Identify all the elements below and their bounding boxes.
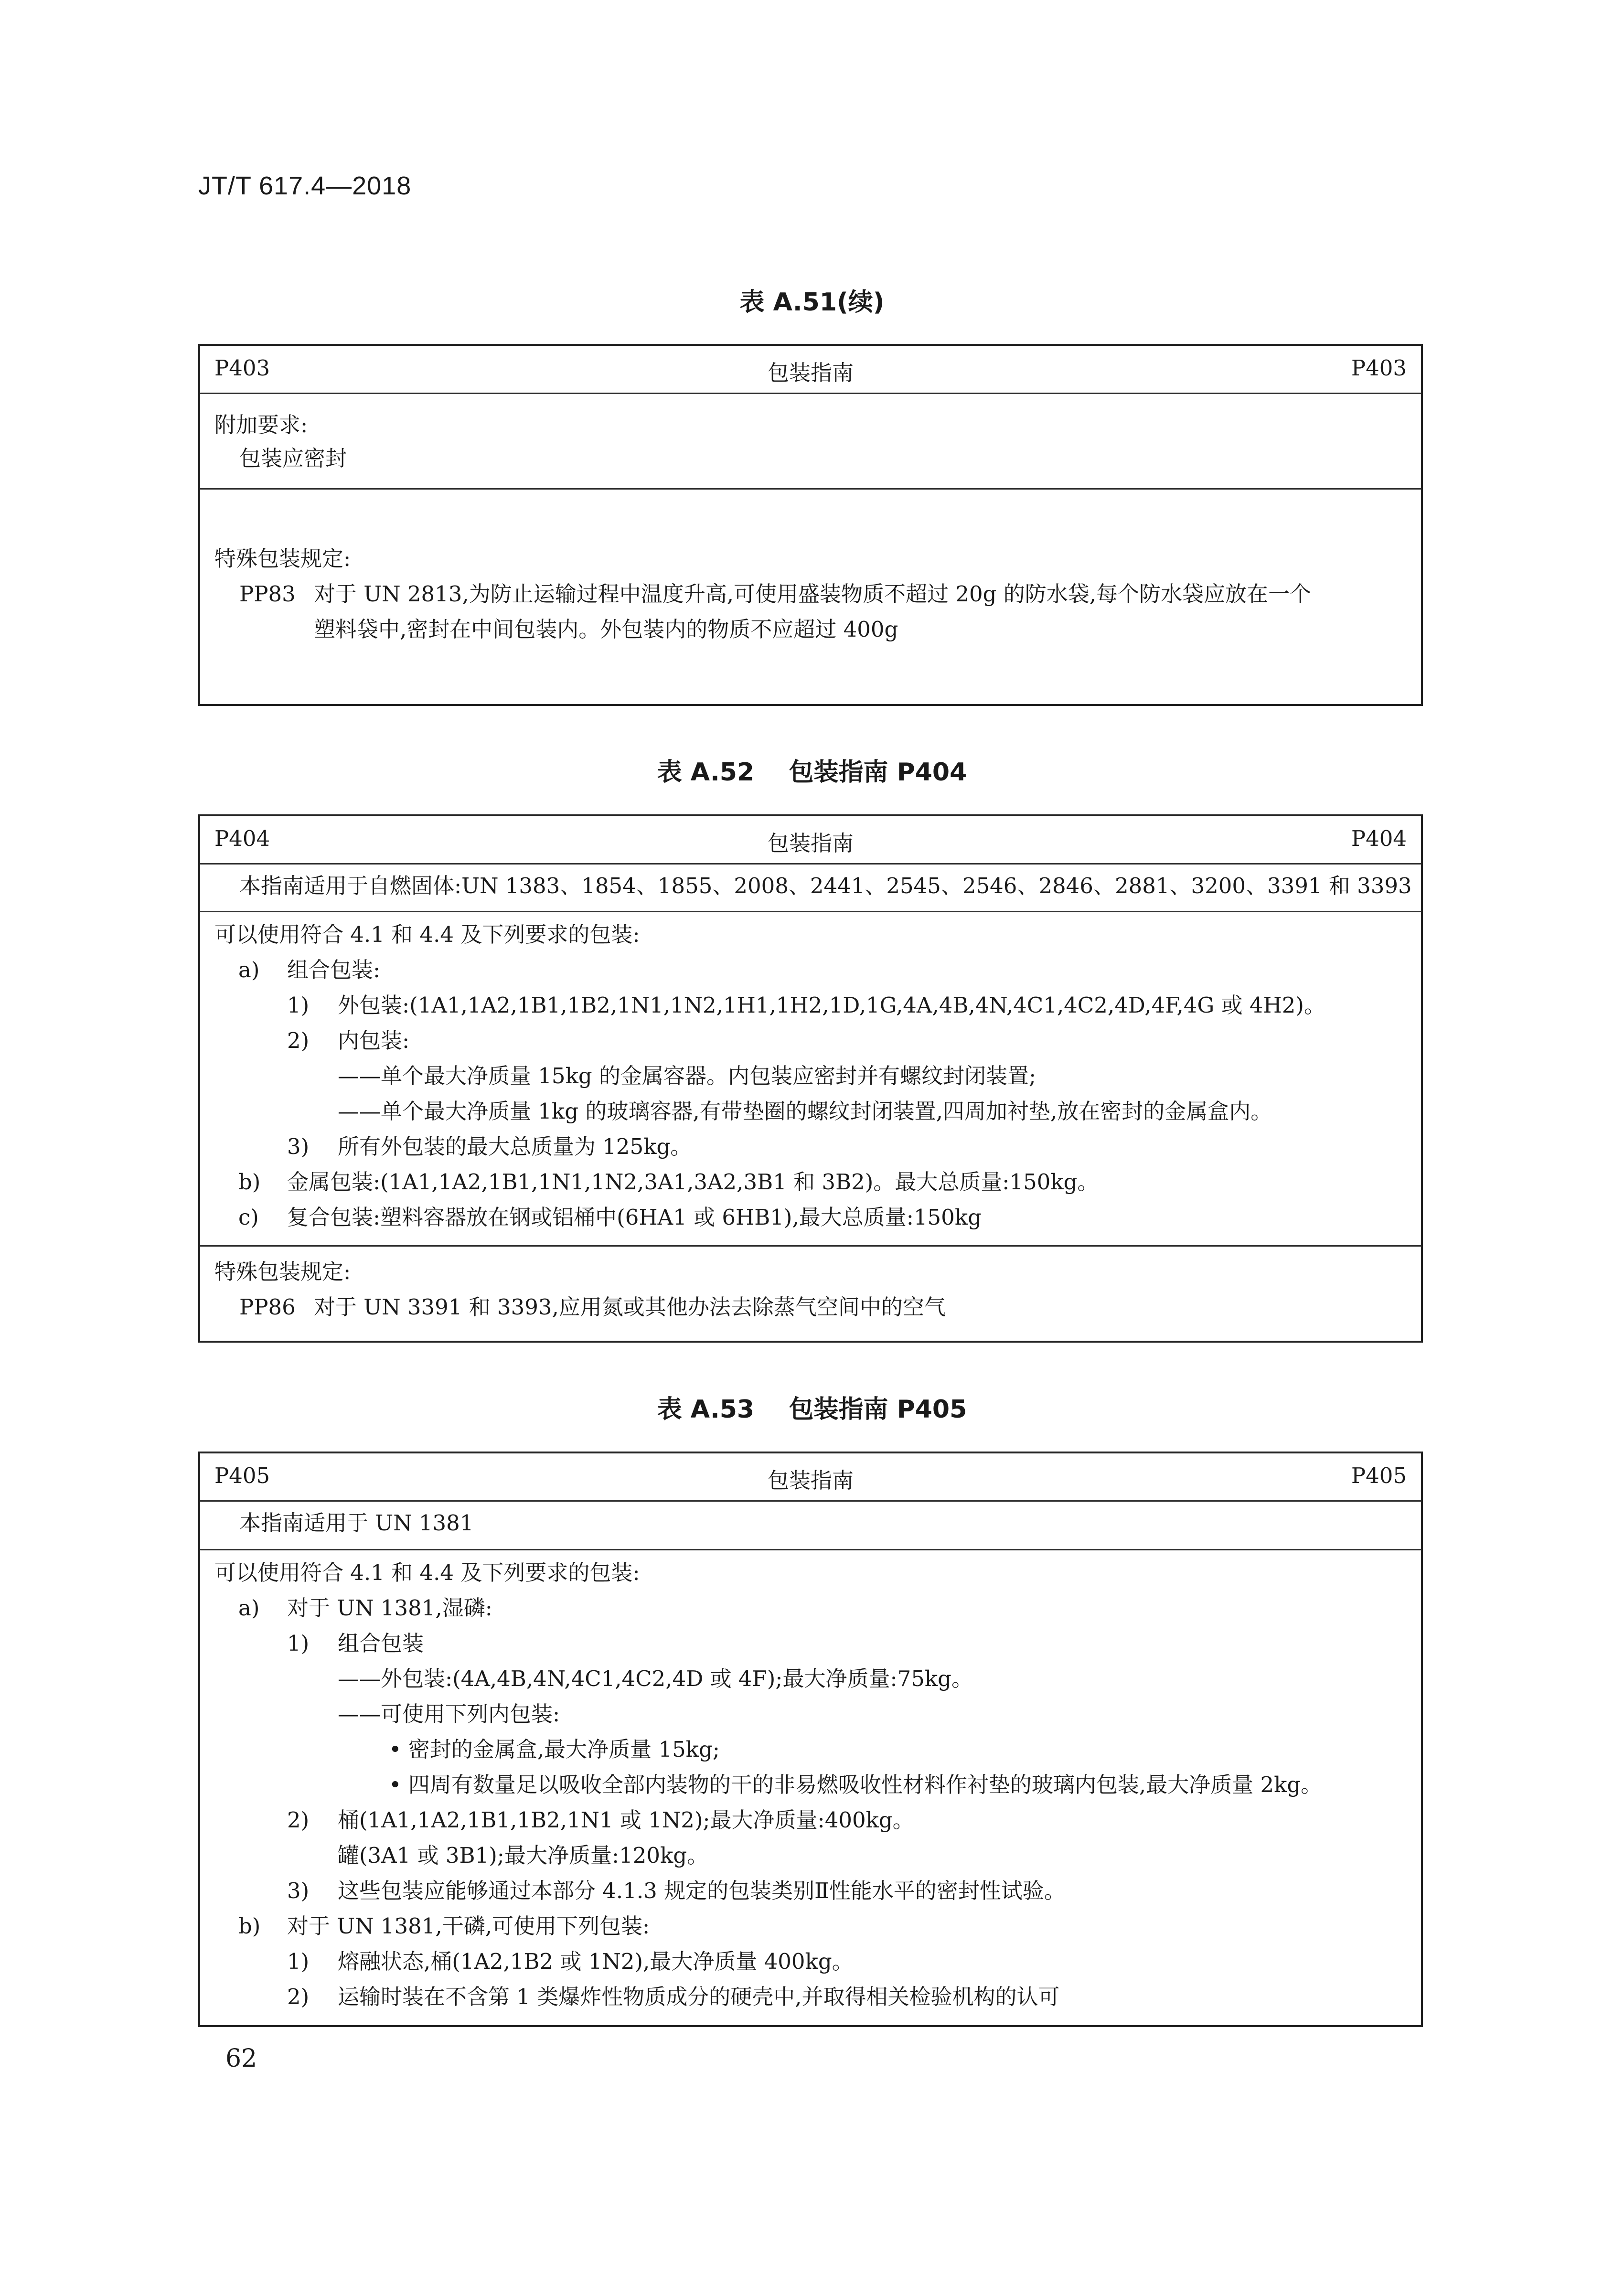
special-provisions-label: 特殊包装规定:: [214, 546, 351, 571]
item-b-text: 金属包装:(1A1,1A2,1B1,1N1,1N2,3A1,3A2,3B1 和 3B2)。最大总质量:150kg。: [287, 1169, 1099, 1195]
table-a52: [198, 814, 1423, 1343]
item-a-marker: a): [238, 1595, 260, 1621]
pp83-text-line2: 塑料袋中,密封在中间包装内。外包装内的物质不应超过 400g: [314, 617, 898, 642]
item-a-text: 对于 UN 1381,湿磷:: [287, 1595, 492, 1621]
table-header: [200, 816, 1421, 863]
pp83-code: PP83: [239, 581, 296, 607]
requirements-intro: 可以使用符合 4.1 和 4.4 及下列要求的包装:: [214, 922, 640, 947]
table-a52-title: 表 A.52 包装指南 P404: [657, 758, 967, 787]
item-a2-marker: 2): [287, 1807, 310, 1833]
item-a1-bullet1: • 密封的金属盒,最大净质量 15kg;: [389, 1737, 720, 1762]
item-a3-text: 所有外包装的最大总质量为 125kg。: [338, 1134, 692, 1159]
item-b2-text: 运输时装在不含第 1 类爆炸性物质成分的硬壳中,并取得相关检验机构的认可: [338, 1984, 1060, 2009]
instruction-code-left: P404: [214, 826, 270, 851]
table-a53: [198, 1452, 1423, 2027]
item-b-marker: b): [238, 1169, 261, 1195]
table-heading: 包装指南: [767, 1468, 854, 1493]
instruction-code-right: P403: [1351, 355, 1407, 381]
item-a1-text: 组合包装: [338, 1631, 424, 1656]
packaging-requirements-section: [200, 1549, 1421, 2025]
item-a1-text: 外包装:(1A1,1A2,1B1,1B2,1N1,1N2,1H1,1H2,1D,1G,4A,4B,4N,4C1,4C2,4D,4F,4G 或 4H2)。: [338, 993, 1325, 1018]
special-provisions-section: [200, 1245, 1421, 1341]
table-heading: 包装指南: [767, 831, 854, 856]
table-a51: [198, 344, 1423, 706]
standard-code: JT/T 617.4—2018: [198, 171, 412, 200]
table-a51-title: 表 A.51(续): [739, 288, 885, 317]
pp86-text: 对于 UN 3391 和 3393,应用氮或其他办法去除蒸气空间中的空气: [314, 1294, 946, 1320]
scope-section: [200, 863, 1421, 911]
item-b-text: 对于 UN 1381,干磷,可使用下列包装:: [287, 1913, 650, 1939]
item-a1-dash1: ——外包装:(4A,4B,4N,4C1,4C2,4D 或 4F);最大净质量:75kg。: [338, 1666, 973, 1691]
instruction-code-left: P403: [214, 355, 270, 381]
item-a3-marker: 3): [287, 1878, 310, 1903]
item-a1-bullet2: • 四周有数量足以吸收全部内装物的干的非易燃吸收性材料作衬垫的玻璃内包装,最大净质量 2kg。: [389, 1772, 1323, 1797]
page-number: 62: [225, 2044, 257, 2073]
additional-requirements-label: 附加要求:: [214, 412, 308, 438]
table-heading: 包装指南: [767, 360, 854, 385]
pp83-text-line1: 对于 UN 2813,为防止运输过程中温度升高,可使用盛装物质不超过 20g 的防水袋,每个防水袋应放在一个: [314, 581, 1312, 607]
scope-section: [200, 1500, 1421, 1549]
item-a-text: 组合包装:: [287, 957, 381, 982]
requirements-intro: 可以使用符合 4.1 和 4.4 及下列要求的包装:: [214, 1560, 640, 1585]
item-b1-text: 熔融状态,桶(1A2,1B2 或 1N2),最大净质量 400kg。: [338, 1949, 854, 1974]
table-header: [200, 346, 1421, 393]
item-a1-dash2: ——可使用下列内包装:: [338, 1701, 560, 1727]
table-a53-title: 表 A.53 包装指南 P405: [657, 1395, 967, 1424]
item-a3-marker: 3): [287, 1134, 310, 1159]
table-header: [200, 1453, 1421, 1500]
item-b-marker: b): [238, 1913, 261, 1939]
item-c-marker: c): [238, 1205, 259, 1230]
additional-requirements-text: 包装应密封: [239, 446, 347, 471]
packaging-requirements-section: [200, 911, 1421, 1245]
item-c-text: 复合包装:塑料容器放在钢或铝桶中(6HA1 或 6HB1),最大总质量:150kg: [287, 1205, 982, 1230]
item-b2-marker: 2): [287, 1984, 310, 2009]
item-b1-marker: 1): [287, 1949, 310, 1974]
item-a2-text2: 罐(3A1 或 3B1);最大净质量:120kg。: [338, 1843, 709, 1868]
scope-text: 本指南适用于 UN 1381: [239, 1510, 474, 1536]
instruction-code-right: P404: [1351, 826, 1407, 851]
item-a2-dash1: ——单个最大净质量 15kg 的金属容器。内包装应密封并有螺纹封闭装置;: [338, 1063, 1036, 1089]
additional-requirements-section: [200, 393, 1421, 488]
item-a2-text: 内包装:: [338, 1028, 410, 1053]
item-a2-marker: 2): [287, 1028, 310, 1053]
pp86-code: PP86: [239, 1294, 296, 1320]
instruction-code-left: P405: [214, 1463, 270, 1488]
item-a2-dash2: ——单个最大净质量 1kg 的玻璃容器,有带垫圈的螺纹封闭装置,四周加衬垫,放在密封的金属盒内。: [338, 1099, 1272, 1124]
item-a3-text: 这些包装应能够通过本部分 4.1.3 规定的包装类别Ⅱ性能水平的密封性试验。: [338, 1878, 1066, 1903]
item-a2-text1: 桶(1A1,1A2,1B1,1B2,1N1 或 1N2);最大净质量:400kg。: [338, 1807, 914, 1833]
item-a1-marker: 1): [287, 993, 310, 1018]
item-a-marker: a): [238, 957, 260, 982]
scope-text: 本指南适用于自燃固体:UN 1383、1854、1855、2008、2441、2545、2546、2846、2881、3200、3391 和 3393: [239, 873, 1412, 898]
special-provisions-label: 特殊包装规定:: [214, 1259, 351, 1284]
instruction-code-right: P405: [1351, 1463, 1407, 1488]
item-a1-marker: 1): [287, 1631, 310, 1656]
special-provisions-section: [200, 488, 1421, 704]
